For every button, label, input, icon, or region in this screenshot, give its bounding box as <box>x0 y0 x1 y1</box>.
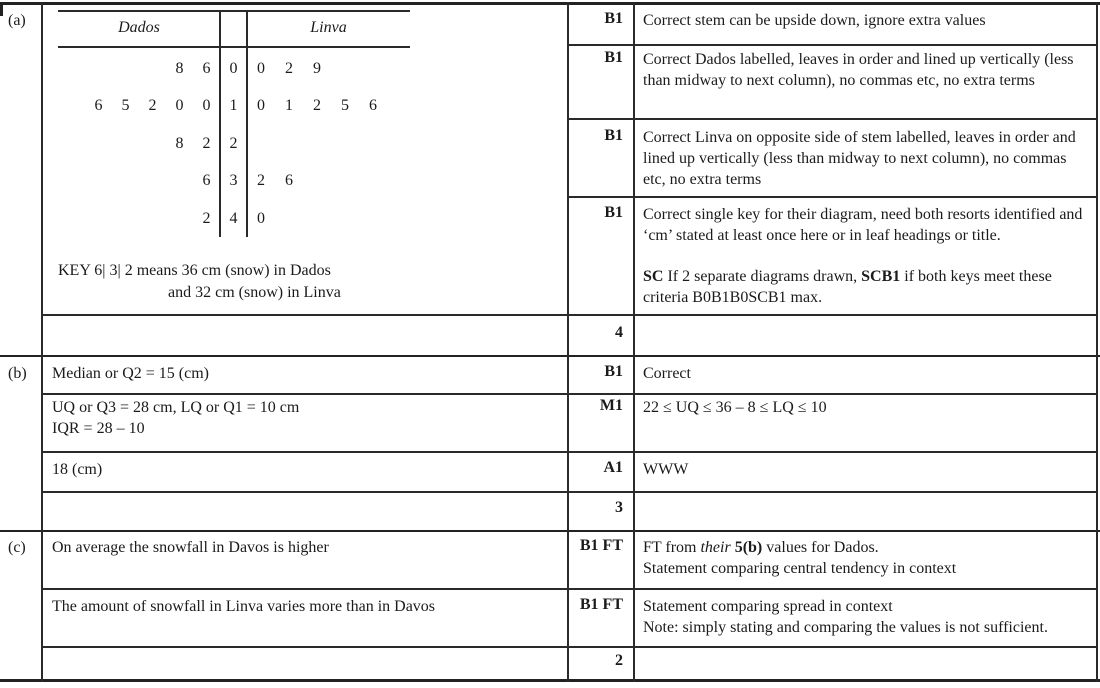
comment-a2: Correct Dados labelled, leaves in order and lined up vertically (less than midway to next column), no commas etc, no extra terms <box>643 51 1074 89</box>
stemleaf-left-header: Dados <box>118 19 160 36</box>
leaf-digit: 6 <box>285 172 293 190</box>
leaf-digit: 2 <box>285 59 293 77</box>
text-segment: SCB1 <box>861 268 901 285</box>
text-segment: if both keys meet these criteria B0B1B0SCB1 max. <box>643 268 1052 306</box>
row-divider-a1 <box>567 44 1096 46</box>
stemleaf-row <box>58 125 410 163</box>
comment-b3: WWW <box>643 461 689 478</box>
stem-digit: 4 <box>229 209 238 227</box>
leaf-digit: 6 <box>369 97 377 115</box>
leaf-digit: 0 <box>257 97 265 115</box>
leaf-digit: 0 <box>175 97 184 115</box>
comment-a3: Correct Linva on opposite side of stem labelled, leaves in order and lined up vertically (less than midway to next column), no commas etc, no extra terms <box>643 129 1076 188</box>
stemleaf-left-leaves <box>58 135 220 153</box>
answer-c1: On average the snowfall in Davos is higher <box>52 539 329 556</box>
stemleaf-stem <box>220 135 247 153</box>
answer-c2: The amount of snowfall in Linva varies more than in Davos <box>52 598 436 615</box>
total-a: 4 <box>615 324 623 341</box>
comment-b2: 22 ≤ UQ ≤ 36 – 8 ≤ LQ ≤ 10 <box>643 399 827 416</box>
comment-c1-line2: Statement comparing central tendency in context <box>643 560 957 577</box>
stemleaf-row <box>58 200 410 238</box>
stem-digit: 0 <box>229 59 238 77</box>
stemleaf-left-leaves <box>58 60 220 78</box>
text-segment: FT from <box>643 539 701 556</box>
stemleaf-key-line1: KEY 6| 3| 2 means 36 cm (snow) in Dados <box>58 262 331 279</box>
comment-a4-paragraph1: Correct single key for their diagram, need both resorts identified and ‘cm’ stated at least once here or in leaf headings or title. <box>643 206 1083 244</box>
stemleaf-right-leaves <box>247 210 410 228</box>
section-divider-bc <box>0 530 1100 532</box>
mark-b2: M1 <box>599 397 623 414</box>
stemleaf-header <box>58 12 410 44</box>
stemleaf-right-leaves <box>247 172 410 190</box>
comment-a4 <box>643 204 1090 308</box>
stem-digit: 1 <box>229 97 238 115</box>
mark-c2: B1 FT <box>579 596 623 613</box>
text-segment: SC <box>643 268 664 285</box>
leaf-digit: 2 <box>313 97 321 115</box>
stemleaf-header-underline <box>58 46 410 48</box>
answer-b2-line1: UQ or Q3 = 28 cm, LQ or Q1 = 10 cm <box>52 399 300 416</box>
leaf-digit: 5 <box>341 97 349 115</box>
row-divider-b-total <box>41 491 1096 493</box>
stemleaf-row <box>58 50 410 88</box>
leaf-digit: 2 <box>148 97 157 115</box>
table-border-bottom <box>0 679 1100 682</box>
leaf-digit: 0 <box>257 209 265 227</box>
leaf-digit: 8 <box>175 59 184 77</box>
stemleaf-right-leaves <box>247 60 410 78</box>
part-a-label: (a) <box>8 12 26 29</box>
table-border-top <box>0 2 1100 5</box>
mark-b3: A1 <box>603 459 623 476</box>
part-c-label: (c) <box>8 539 26 556</box>
mark-a4: B1 <box>604 204 623 221</box>
comment-c2-line2: Note: simply stating and comparing the values is not sufficient. <box>643 619 1048 636</box>
total-b: 3 <box>615 499 623 516</box>
comment-c1-line1 <box>643 537 1090 558</box>
stemleaf-stem <box>220 210 247 228</box>
leaf-digit: 9 <box>313 59 321 77</box>
stemleaf-right-header: Linva <box>310 19 347 36</box>
leaf-digit: 1 <box>285 97 293 115</box>
answer-b2 <box>52 397 299 439</box>
stemleaf-right-leaves <box>247 97 410 115</box>
table-border-right <box>1096 2 1098 682</box>
mark-a3: B1 <box>604 127 623 144</box>
leaf-digit: 8 <box>175 134 184 152</box>
row-divider-c1 <box>41 588 1096 590</box>
mark-a1: B1 <box>604 10 623 27</box>
section-divider-ab <box>0 355 1100 357</box>
leaf-digit: 5 <box>121 97 130 115</box>
comment-c1 <box>643 537 1090 579</box>
leaf-digit: 0 <box>202 97 211 115</box>
comment-a4-paragraph2 <box>643 266 1090 308</box>
comment-c2-line1: Statement comparing spread in context <box>643 598 893 615</box>
part-b-label: (b) <box>8 365 27 382</box>
leaf-digit: 6 <box>94 97 103 115</box>
comment-b1: Correct <box>643 365 691 382</box>
stemleaf-left-leaves <box>58 210 220 228</box>
mark-c1: B1 FT <box>579 537 623 554</box>
row-divider-b1 <box>41 393 1096 395</box>
comment-c2 <box>643 596 1090 638</box>
table-border-left-stub <box>0 2 3 16</box>
stemleaf-stem <box>220 60 247 78</box>
leaf-digit: 2 <box>202 209 211 227</box>
leaf-digit: 6 <box>202 172 211 190</box>
stemleaf-stem <box>220 97 247 115</box>
stem-digit: 3 <box>229 172 238 190</box>
row-divider-b2 <box>41 451 1096 453</box>
stemleaf-rows <box>58 50 410 238</box>
stemleaf-left-leaves <box>58 97 220 115</box>
total-c: 2 <box>615 652 623 669</box>
stemleaf-key-line2: and 32 cm (snow) in Linva <box>168 284 341 301</box>
stemleaf-left-leaves <box>58 172 220 190</box>
column-divider-label <box>41 2 43 682</box>
text-segment: their <box>700 539 731 556</box>
comment-a1: Correct stem can be upside down, ignore extra values <box>643 12 986 29</box>
stemleaf-row <box>58 88 410 126</box>
stemleaf-stem <box>220 172 247 190</box>
answer-b3: 18 (cm) <box>52 461 103 478</box>
leaf-digit: 0 <box>257 59 265 77</box>
row-divider-a2 <box>567 118 1096 120</box>
text-segment: values for Dados. <box>762 539 879 556</box>
stemleaf-row <box>58 163 410 201</box>
text-segment: If 2 separate diagrams drawn, <box>663 268 862 285</box>
row-divider-a3 <box>567 196 1096 198</box>
answer-b1: Median or Q2 = 15 (cm) <box>52 365 209 382</box>
row-divider-a-total <box>41 314 1096 316</box>
leaf-digit: 2 <box>257 172 265 190</box>
column-divider-marks-left <box>567 2 569 682</box>
leaf-digit: 2 <box>202 134 211 152</box>
text-segment: 5(b) <box>734 539 763 556</box>
row-divider-c-total <box>41 646 1096 648</box>
answer-b2-line2: IQR = 28 – 10 <box>52 420 145 437</box>
stem-digit: 2 <box>229 134 238 152</box>
leaf-digit: 6 <box>202 59 211 77</box>
mark-b1: B1 <box>604 363 623 380</box>
column-divider-marks-right <box>633 2 635 682</box>
mark-a2: B1 <box>604 49 623 66</box>
